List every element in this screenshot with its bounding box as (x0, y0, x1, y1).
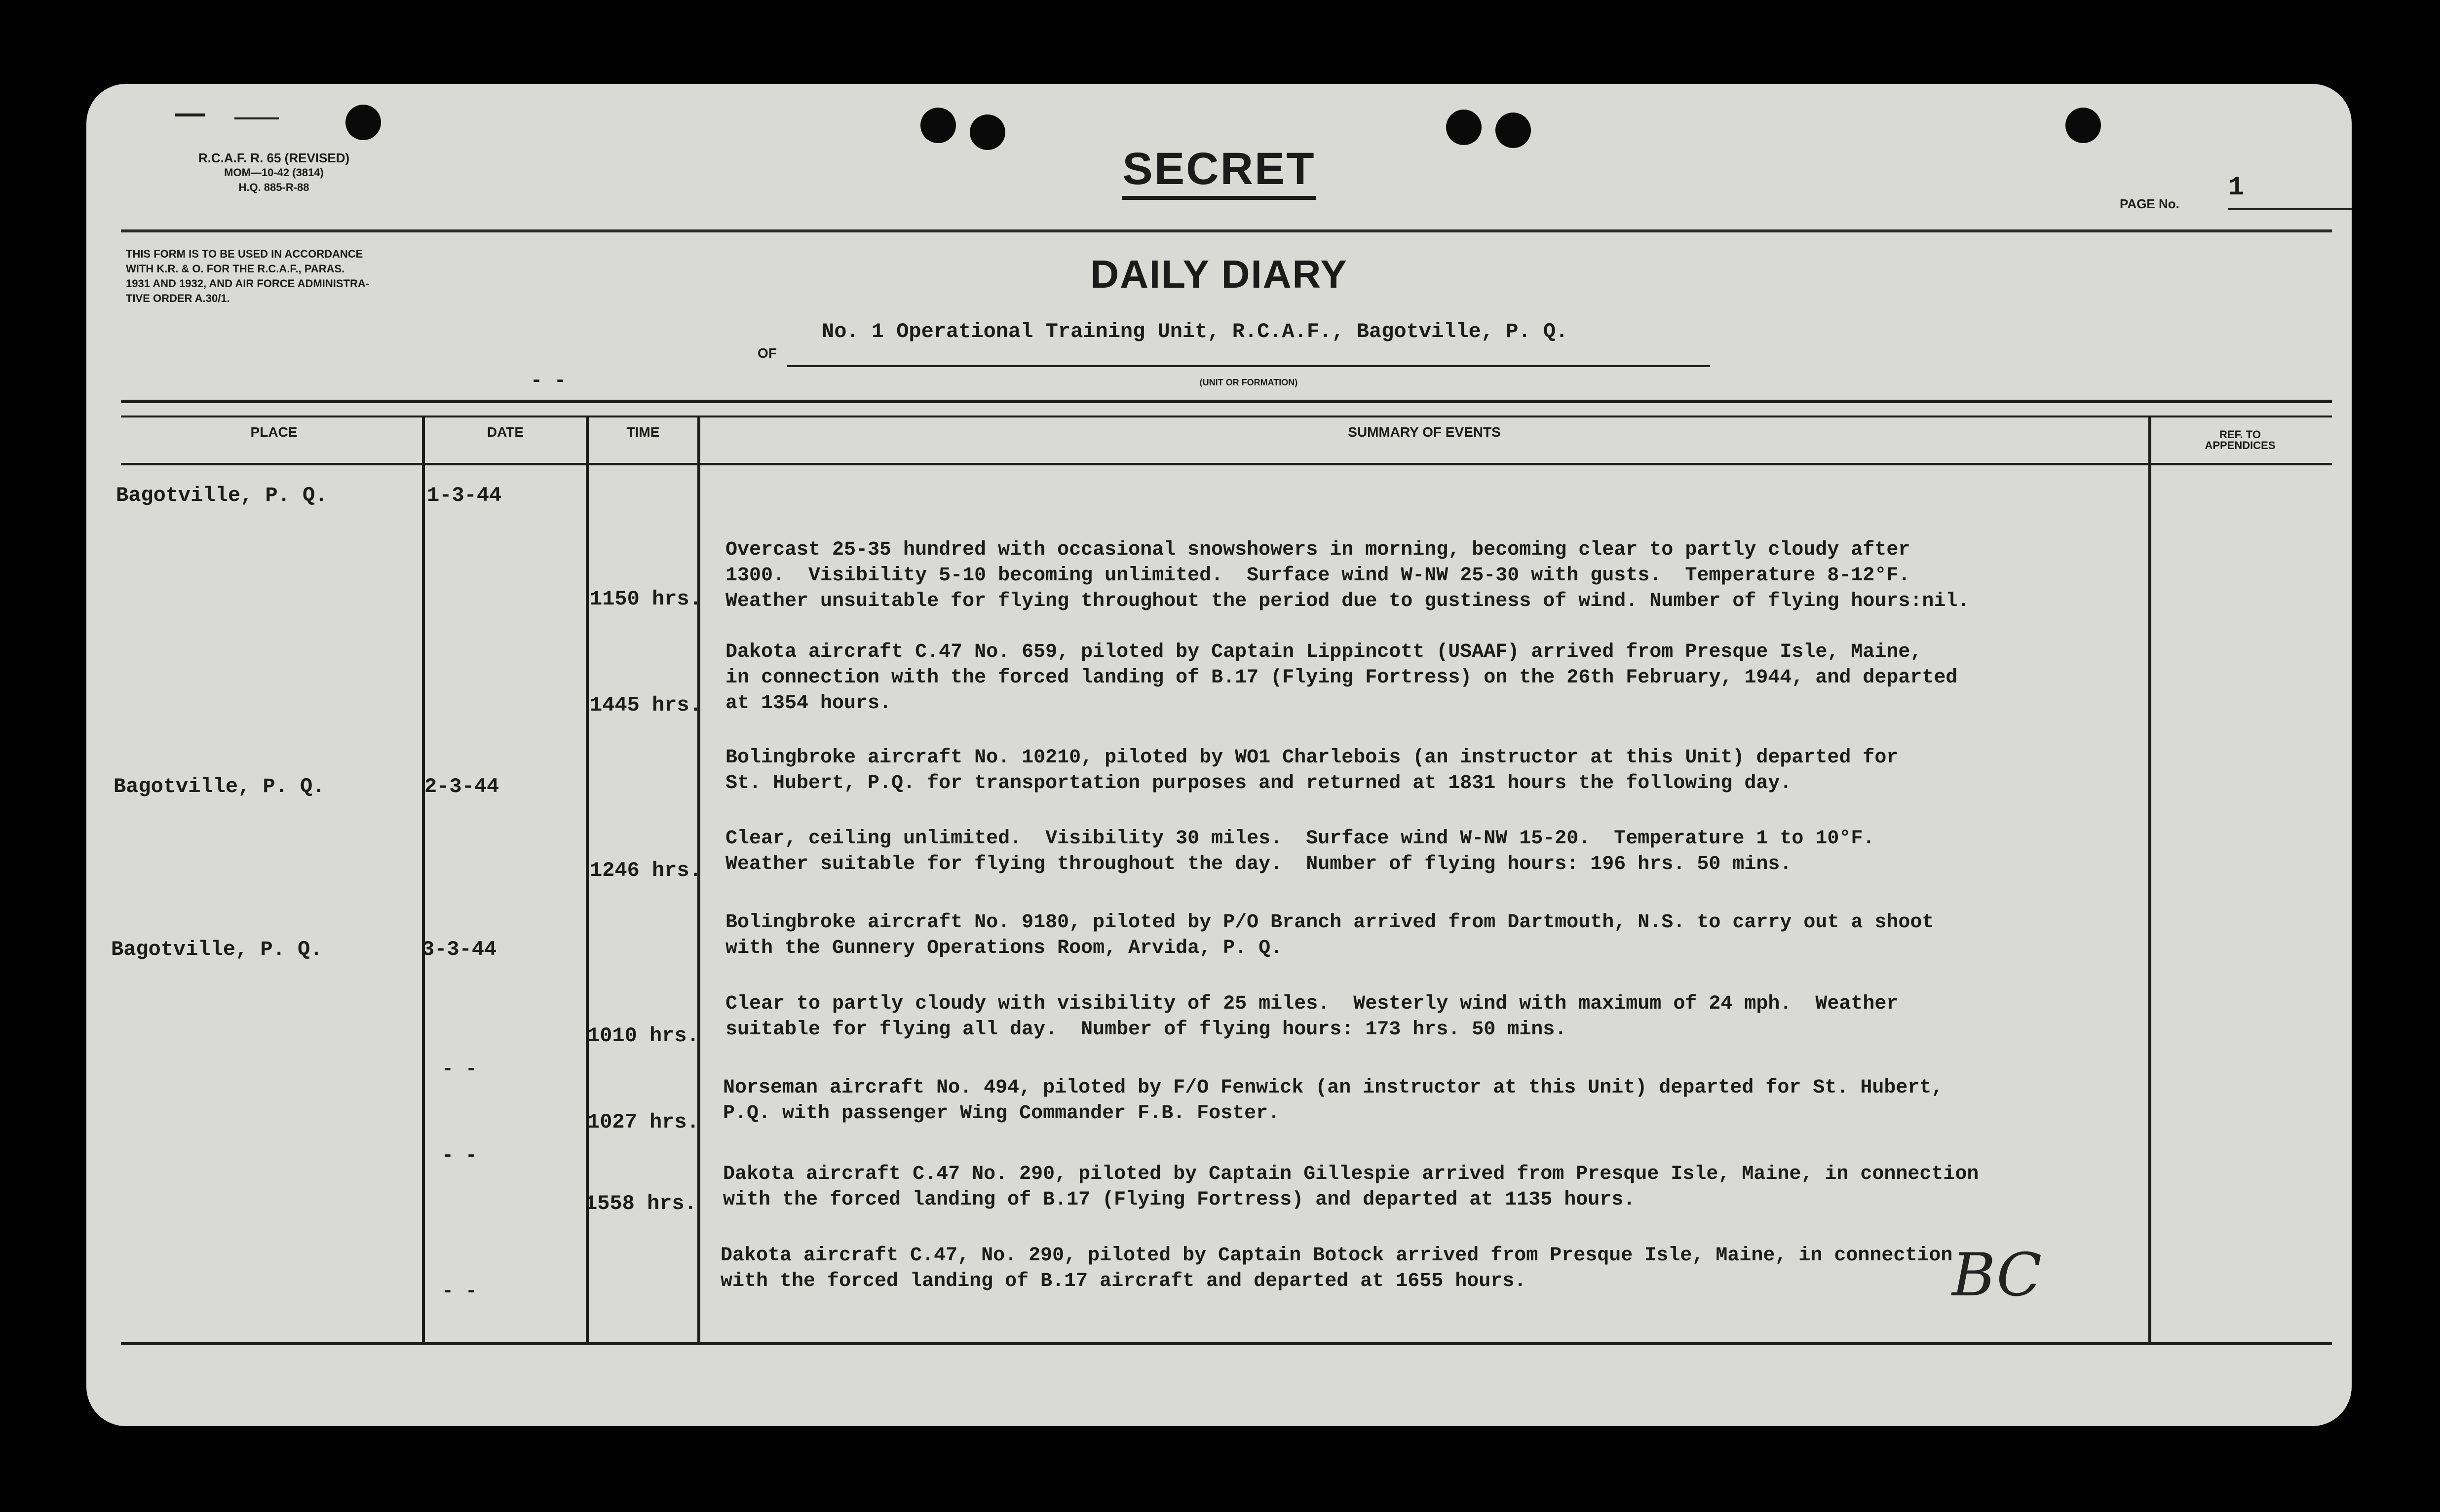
of-label: OF (758, 345, 777, 361)
entry-place: Bagotville, P. Q. (111, 938, 323, 961)
punch-hole (2065, 108, 2101, 143)
entry-summary: Bolingbroke aircraft No. 9180, piloted by P/O Branch arrived from Dartmouth, N.S. to carry out a shoot with the Gunnery Operations Room, Arvida, P. Q. (725, 911, 1934, 959)
form-usage-note-line: 1931 AND 1932, AND AIR FORCE ADMINISTRA- (126, 277, 370, 290)
column-divider (422, 416, 425, 1343)
column-header-time: TIME (626, 424, 660, 440)
ink-smudge (234, 117, 279, 119)
entry-summary: Clear, ceiling unlimited. Visibility 30 miles. Surface wind W-NW 15-20. Temperature 1 to 10°F. Weather suitable for flying throughout the day. Number of flying hours: 196 hrs. 50 mins. (725, 828, 1875, 875)
column-header-ref-appendices: REF. TO APPENDICES (2205, 428, 2276, 452)
entry-time: 1010 hrs. (587, 1024, 699, 1048)
unit-name: No. 1 Operational Training Unit, R.C.A.F., Bagotville, P. Q. (822, 320, 1568, 343)
column-header-place: PLACE (250, 424, 298, 440)
date-dash: - - (442, 1145, 478, 1167)
form-reference-line: R.C.A.F. R. 65 (REVISED) (198, 151, 350, 165)
entry-summary: Overcast 25-35 hundred with occasional snowshowers in morning, becoming clear to partly cloudy after 1300. Visibility 5-10 becoming unlimited. Surface wind W-NW 25-30 with gusts. Temperature 8-12°F. Weather unsuitable for flying throughout the period due to gustiness of wind. Number of flying hours:nil. (725, 539, 1970, 612)
column-divider (2148, 416, 2151, 1343)
unit-caption: (UNIT OR FORMATION) (1199, 378, 1298, 387)
unit-underline (787, 365, 1710, 367)
form-usage-note-line: WITH K.R. & O. FOR THE R.C.A.F., PARAS. (126, 263, 345, 275)
date-dash: - - (442, 1058, 478, 1081)
diary-sheet (86, 84, 2352, 1426)
ink-smudge (175, 113, 205, 116)
entry-time: 1027 hrs. (587, 1110, 699, 1134)
column-header-date: DATE (487, 424, 524, 440)
entry-place: Bagotville, P. Q. (116, 484, 328, 507)
page-number: 1 (2228, 173, 2245, 203)
classification-stamp: SECRET (86, 143, 2352, 195)
entry-summary: Clear to partly cloudy with visibility of 25 miles. Westerly wind with maximum of 24 mph. Weather suitable for flying all day. Number of flying hours: 173 hrs. 50 mins. (725, 993, 1899, 1041)
entry-time: 1150 hrs. (590, 587, 702, 611)
entry-summary: Bolingbroke aircraft No. 10210, piloted by WO1 Charlebois (an instructor at this Unit) departed for St. Hubert, P.Q. for transportation purposes and returned at 1831 hours the following day. (725, 747, 1899, 794)
punch-hole (920, 108, 956, 143)
table-header-border (121, 416, 2332, 417)
handwritten-initials: BC (1952, 1241, 2042, 1310)
entry-time: 1445 hrs. (590, 693, 702, 717)
entry-place: Bagotville, P. Q. (114, 775, 325, 798)
column-header-summary: SUMMARY OF EVENTS (1348, 424, 1501, 440)
punch-hole (345, 105, 381, 140)
entry-time: 1558 hrs. (585, 1192, 697, 1215)
entry-summary: Dakota aircraft C.47 No. 659, piloted by Captain Lippincott (USAAF) arrived from Presque Isle, Maine, in connection with the forced landing of B.17 (Flying Fortress) on the 26th February, 1944, and departed at 1354 hours. (725, 641, 1958, 715)
form-reference-line: H.Q. 885-R-88 (238, 181, 309, 193)
entry-summary: Dakota aircraft C.47, No. 290, piloted by Captain Botock arrived from Presque Isle, Maine, in connection with the forced landing of B.17 aircraft and departed at 1655 hours. (721, 1245, 1953, 1292)
page-title: DAILY DIARY (1090, 252, 1348, 296)
entry-summary: Dakota aircraft C.47 No. 290, piloted by Captain Gillespie arrived from Presque Isle, Maine, in connection with the forced landing of B.17 (Flying Fortress) and departed at 1135 hours. (723, 1163, 1979, 1211)
form-usage-note-line: TIVE ORDER A.30/1. (126, 292, 230, 304)
time-dash: - - (531, 370, 567, 392)
entry-date: 3-3-44 (422, 938, 497, 961)
page-number-underline (2228, 208, 2352, 210)
date-dash: - - (442, 1281, 478, 1303)
punch-hole (1446, 110, 1482, 145)
entry-date: 2-3-44 (424, 775, 499, 798)
table-top-border (121, 400, 2332, 403)
entry-date: 1-3-44 (427, 484, 502, 507)
form-usage-note-line: THIS FORM IS TO BE USED IN ACCORDANCE (126, 248, 363, 260)
page-number-label: PAGE No. (2120, 196, 2179, 211)
header-divider (121, 229, 2332, 232)
form-reference-line: MOM—10-42 (3814) (224, 166, 324, 179)
entry-time: 1246 hrs. (590, 859, 702, 882)
entry-summary: Norseman aircraft No. 494, piloted by F/O Fenwick (an instructor at this Unit) departed for St. Hubert, P.Q. with passenger Wing Commander F.B. Foster. (723, 1077, 1944, 1125)
table-header-bottom-border (121, 463, 2332, 465)
